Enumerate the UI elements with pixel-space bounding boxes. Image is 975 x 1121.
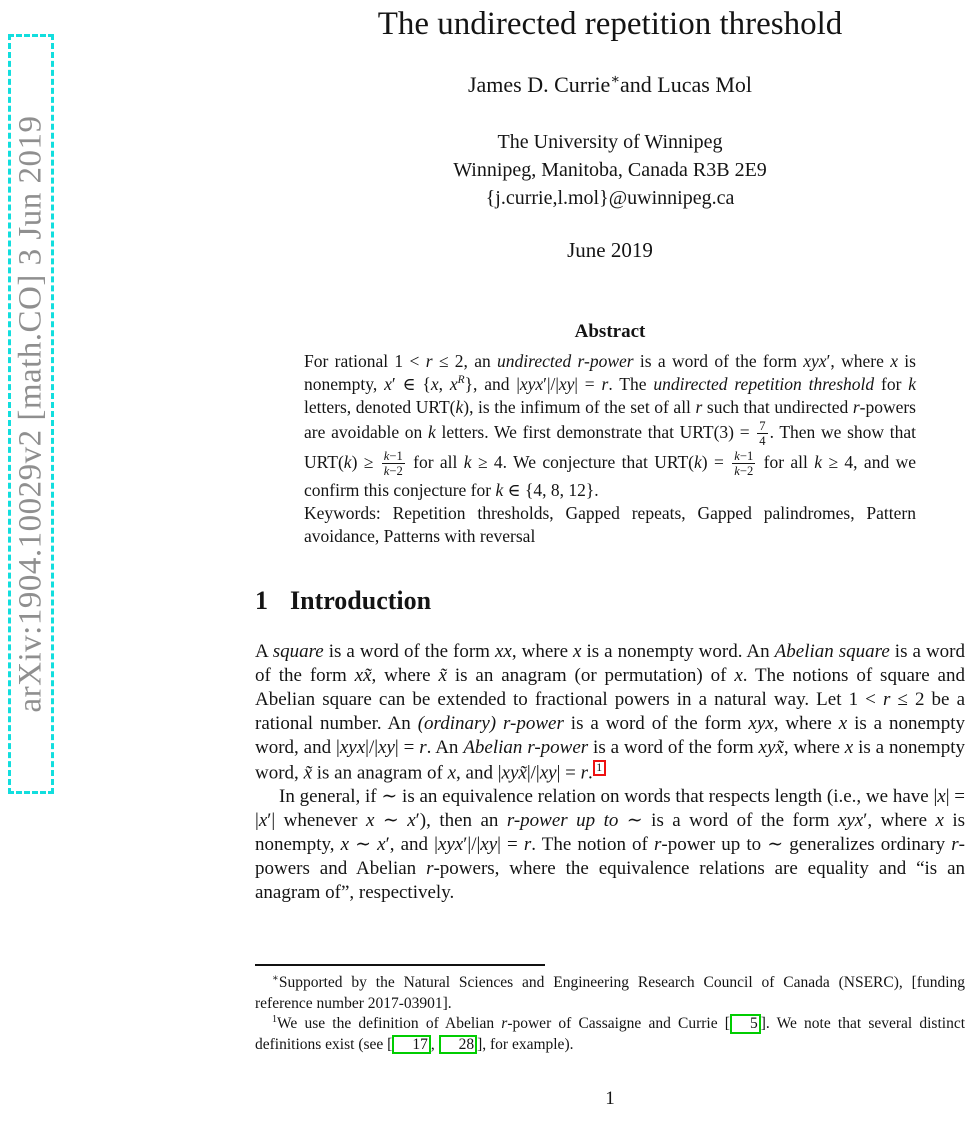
citation-17[interactable]: 17 (392, 1035, 431, 1055)
affiliation-line-1: The University of Winnipeg (497, 131, 723, 153)
footnote-ref-1[interactable]: 1 (593, 760, 606, 776)
footnote-rule (255, 964, 545, 966)
fraction-k-1-k-2: $\frac{k-1}{k-2}$ (734, 448, 754, 479)
footnote-area (255, 964, 965, 1055)
abstract-heading: Abstract (574, 321, 646, 342)
section-title: Introduction (290, 585, 432, 615)
fraction-k-1-k-2: $\frac{k-1}{k-2}$ (383, 448, 403, 479)
arxiv-stamp-box (8, 34, 54, 794)
paper-title: The undirected repetition threshold (377, 6, 843, 42)
footnote-star: ∗Supported by the Natural Sciences and Engineering Research Council of Canada (NSERC), [funding reference number 2017-03901]. (255, 972, 965, 1012)
section-number: 1 (255, 585, 268, 615)
fraction-7-4: $\frac{7}{4}$ (759, 419, 766, 449)
footnote-1: $^1$We use the definition of Abelian r-power of Cassaigne and Currie [ 5 ]. We note that several distinct definitions exist (see [ 17 , 28 ], for example). (255, 1013, 966, 1053)
abstract-keywords: Keywords: Repetition thresholds, Gapped repeats, Gapped palindromes, Pattern avoidance, Patterns with reversal (304, 502, 916, 546)
affiliation-line-2: Winnipeg, Manitoba, Canada R3B 2E9 (453, 159, 767, 181)
body-paragraph-2: In general, if ∼ is an equivalence relation on words that respects length (i.e., we have |x| = |x′| whenever x ∼ x′), then an r-power up to ∼ is a word of the form xyx′, where x is nonempty, x ∼ x′, and |xyx′|/|xy| = r. The notion of r-power up to ∼ generalizes ordinary r-powers and Abelian r-powers, where the equivalence relations are equality and “is an anagram of”, respectively. (255, 786, 966, 904)
citation-28[interactable]: 28 (439, 1035, 478, 1055)
arxiv-stamp-text: arXiv:1904.10029v2 [math.CO] 3 Jun 2019 (12, 115, 49, 713)
date-line: June 2019 (567, 238, 653, 262)
section-heading-introduction (255, 584, 965, 618)
page-number: 1 (605, 1088, 615, 1109)
affiliation-email: {j.currie,l.mol}@uwinnipeg.ca (485, 187, 735, 209)
authors-line: James D. Currie∗and Lucas Mol (467, 71, 753, 97)
body-paragraph-1: A square is a word of the form xx, where x is a nonempty word. An Abelian square is a word of the form xx̃, where x̃ is an anagram (or permutation) of x. The notions of square and Abelian square can be extended to fractional powers in a natural way. Let 1 < r ≤ 2 be a rational number. An (ordinary) r-power is a word of the form xyx, where x is a nonempty word, and |xyx|/|xy| = r. An Abelian r-power is a word of the form xyx̃, where x is a nonempty word, x̃ is an anagram of x, and |xyx̃|/|xy| = r. 1 (255, 640, 965, 784)
content-column (255, 0, 965, 905)
citation-5[interactable]: 5 (730, 1014, 761, 1034)
affiliation-block (255, 128, 965, 212)
abstract-body: For rational 1 < r ≤ 2, an undirected r-power is a word of the form xyx′, where x is nonempty, x′ ∈ {x, $x^R$}, and |xyx′|/|xy| = r. The undirected repetition threshold for k letters, denoted URT(k), is the infimum of the set of all r such that undirected r-powers are avoidable on k letters. We first demonstrate that URT(3) = $\frac{7}{4}$ . Then we show that URT(k) ≥ $\frac{k-1}{k-2}$ for all k ≥ 4. We conjecture that URT(k) = $\frac{k-1}{k-2}$ for all k ≥ 4, and we confirm this conjecture for k ∈ {4, 8, 12}. (304, 351, 917, 500)
